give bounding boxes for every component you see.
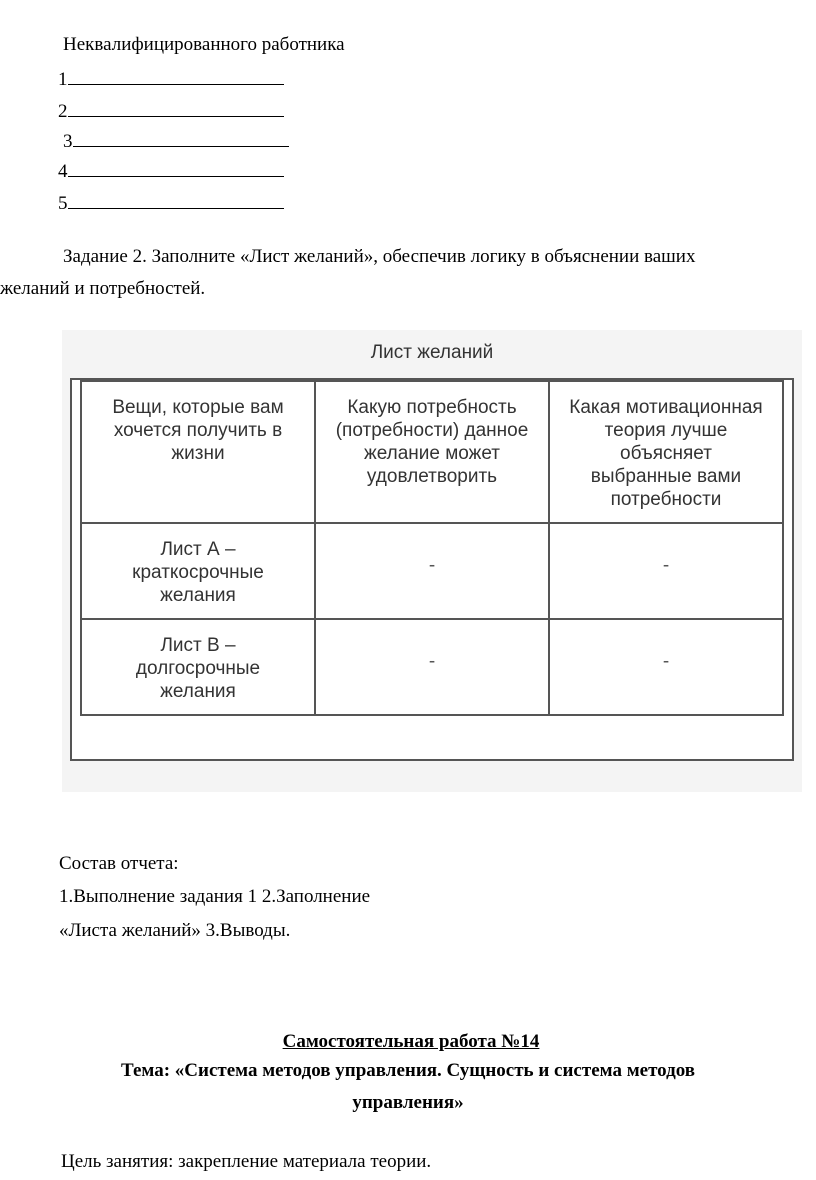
table-cell <box>315 619 549 715</box>
numbered-line-label: 2 <box>58 101 68 122</box>
row-label-text: краткосрочные <box>132 562 264 583</box>
table-cell <box>549 619 783 715</box>
header-text: потребности <box>610 489 722 510</box>
wishlist-table <box>80 380 784 716</box>
table-row <box>81 523 783 619</box>
header-text: хочется получить в <box>113 420 283 441</box>
row-label-text: желания <box>160 681 236 702</box>
numbered-line-4 <box>58 158 284 183</box>
table-header-row <box>81 381 783 523</box>
task2-line2: желаний и потребностей. <box>0 278 206 299</box>
header-text: Какая мотивационная <box>569 397 763 418</box>
header-cell-things <box>81 381 315 523</box>
header-text: желание может <box>363 443 500 464</box>
goal-text: Цель занятия: закрепление материала теории. <box>61 1151 432 1172</box>
numbered-line-5 <box>58 190 284 215</box>
report-line1: 1.Выполнение задания 1 2.Заполнение <box>59 886 371 907</box>
header-text: (потребности) данное <box>335 420 529 441</box>
numbered-line-2 <box>58 98 284 123</box>
report-line2: «Листа желаний» 3.Выводы. <box>59 920 291 941</box>
cell-dash: - <box>662 555 670 576</box>
task2-line1: Задание 2. Заполните «Лист желаний», обеспечив логику в объяснении ваших <box>63 246 696 267</box>
header-text: выбранные вами <box>590 466 742 487</box>
header-cell-theory <box>549 381 783 523</box>
report-title: Состав отчета: <box>59 853 179 874</box>
row-label-text: Лист А – <box>160 539 236 560</box>
numbered-line-label: 4 <box>58 161 68 182</box>
cell-dash: - <box>428 651 436 672</box>
wishlist-figure <box>62 330 802 792</box>
row-label-cell <box>81 523 315 619</box>
topic-line1: Тема: «Система методов управления. Сущность и система методов <box>121 1060 695 1081</box>
wishlist-frame <box>70 378 794 761</box>
row-label-text: долгосрочные <box>135 658 261 679</box>
numbered-line-label: 1 <box>58 69 68 90</box>
header-text: Вещи, которые вам <box>112 397 284 418</box>
numbered-line-label: 5 <box>58 193 68 214</box>
numbered-line-label: 3 <box>63 131 73 152</box>
section-title-text: Самостоятельная работа №14 <box>282 1031 540 1052</box>
intro-heading: Неквалифицированного работника <box>63 34 345 55</box>
header-text: удовлетворить <box>366 466 498 487</box>
numbered-line-3 <box>63 128 289 153</box>
header-text: жизни <box>171 443 225 464</box>
header-text: объясняет <box>620 443 712 464</box>
numbered-line-1 <box>58 66 284 91</box>
table-cell <box>549 523 783 619</box>
header-text: теория лучше <box>604 420 728 441</box>
cell-dash: - <box>662 651 670 672</box>
topic-line2: управления» <box>352 1092 464 1113</box>
cell-dash: - <box>428 555 436 576</box>
row-label-cell <box>81 619 315 715</box>
row-label-text: Лист В – <box>160 635 236 656</box>
table-row <box>81 619 783 715</box>
header-cell-need <box>315 381 549 523</box>
wishlist-title: Лист желаний <box>370 342 494 363</box>
header-text: Какую потребность <box>347 397 517 418</box>
table-cell <box>315 523 549 619</box>
section-title <box>0 1031 816 1053</box>
row-label-text: желания <box>160 585 236 606</box>
